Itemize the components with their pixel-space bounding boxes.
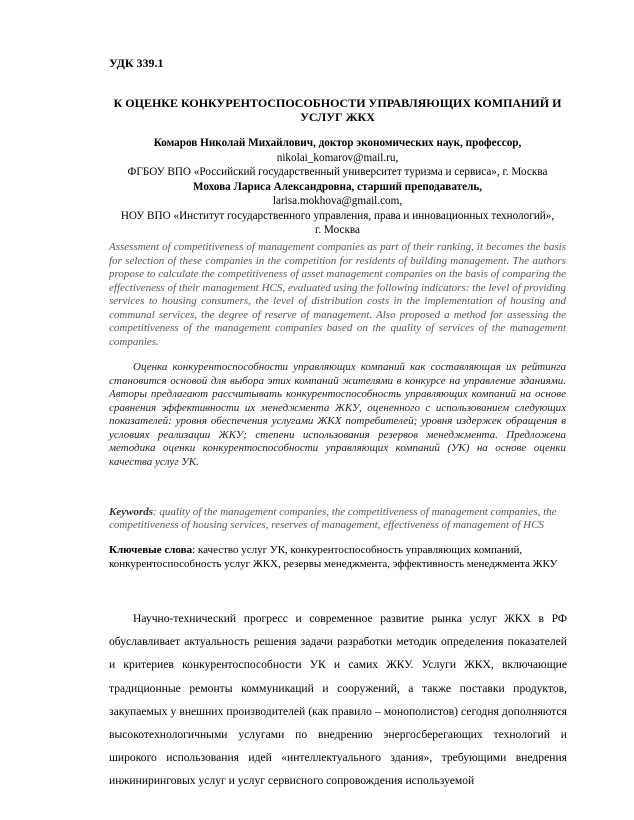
keywords-russian-text: : качество услуг УК, конкурентоспособность управляющих компаний, конкурентоспособность услуг ЖКХ, резервы менеджмента, эффективность менеджмента ЖКУ xyxy=(109,544,558,570)
author2-name: Мохова Лариса Александровна, старший преподаватель, xyxy=(192,180,483,193)
author2-email: larisa.mokhova@gmail.com, xyxy=(272,195,403,207)
keywords-russian xyxy=(109,544,566,571)
author2-affiliation-line1: НОУ ВПО «Институт государственного управления, права и инновационных технологий», xyxy=(120,209,555,222)
abstract-russian: Оценка конкурентоспособности управляющих компаний как составляющая их рейтинга становится основой для выбора этих компаний жителями в конкурсе на управление зданиями. Авторы предлагают рассчитывать конкурентоспособность управляющих компаний на основе сравнения эффективности их менеджмента ЖКУ, оцененного с использованием следующих показателей: уровня обеспечения услугами ЖКХ потребителей; уровня издержек обращения в условиях реализации ЖКУ; степени использования резервов менеджмента. Предложена методика оценки конкурентоспособности управляющих компаний (УК) на основе оценки качества услуг УК. xyxy=(109,361,566,468)
author1-name: Комаров Николай Михайлович, доктор экономических наук, профессор, xyxy=(153,137,522,149)
author1-affiliation: ФГБОУ ВПО «Российский государственный университет туризма и сервиса», г. Москва xyxy=(127,166,548,178)
keywords-russian-label: Ключевые слова xyxy=(109,544,193,556)
author1-email: nikolai_komarov@mail.ru, xyxy=(276,151,399,164)
keywords-english xyxy=(109,506,566,531)
keywords-english-label: Keywords xyxy=(109,506,153,518)
udk-code: УДК 339.1 xyxy=(109,56,164,70)
author2-affiliation-line2: г. Москва xyxy=(315,224,360,236)
keywords-english-text: : quality of the management companies, the competitiveness of management companies, the competitiveness of housing services, reserves of management, effectiveness of management of HCS xyxy=(109,506,557,531)
abstract-english: Assessment of competitiveness of management companies as part of their ranking, it becomes the basis for selection of these companies in the competition for residents of building management. The authors propose to calculate the competitiveness of asset management companies on the basis of comparing the effectiveness of their management HCS, evaluated using the following indicators: the level of providing services to housing consumers, the level of distribution costs in the implementation of housing and communal services, the degree of reserve of management. Also proposed a method for assessing the competitiveness of the management companies based on the quality of services of the management companies. xyxy=(109,241,566,348)
paper-title: К ОЦЕНКЕ КОНКУРЕНТОСПОСОБНОСТИ УПРАВЛЯЮЩИХ КОМПАНИЙ И УСЛУГ ЖКХ xyxy=(113,96,562,124)
body-paragraph: Научно-технический прогресс и современное развитие рынка услуг ЖКХ в РФ обуславливает актуальность решения задачи разработки методик определения показателей и критериев конкурентоспособности УК и самих ЖКУ. Услуги ЖКХ, включающие традиционные ремонты коммуникаций и сооружений, а также поставки продуктов, закупаемых у внешних производителей (как правило – монополистов) сегодня дополняются высокотехнологичными услугами по внедрению энергосберегающих технологий и широкого использования идей «интеллектуального здания», требующими внедрения инжиниринговых услуг и услуг сервисного сопровождения используемой xyxy=(109,612,567,788)
authors-block xyxy=(100,136,575,238)
